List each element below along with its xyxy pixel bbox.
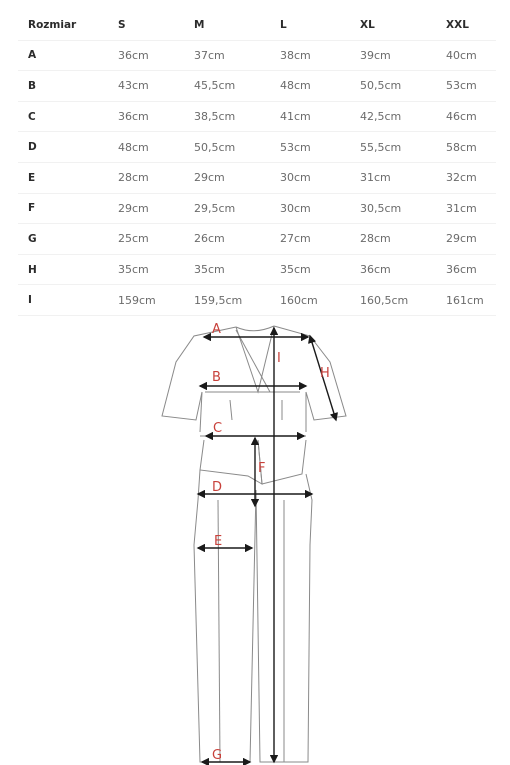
cell-s: 25cm — [108, 224, 184, 255]
cell-xxl: 161cm — [436, 285, 496, 316]
cell-m: 37cm — [184, 40, 270, 71]
table-header-row — [18, 10, 496, 40]
cell-s: 159cm — [108, 285, 184, 316]
table-row — [18, 162, 496, 193]
row-label: I — [18, 285, 108, 316]
cell-m: 38,5cm — [184, 101, 270, 132]
label-f: F — [258, 461, 266, 476]
cell-xl: 50,5cm — [350, 71, 436, 102]
cell-l: 53cm — [270, 132, 350, 163]
label-d: D — [212, 480, 223, 495]
table-row — [18, 254, 496, 285]
measurement-labels — [212, 322, 330, 763]
label-e: E — [214, 534, 223, 549]
cell-l: 27cm — [270, 224, 350, 255]
table-row — [18, 132, 496, 163]
cell-xxl: 32cm — [436, 162, 496, 193]
cell-m: 159,5cm — [184, 285, 270, 316]
cell-l: 30cm — [270, 193, 350, 224]
header-size: Rozmiar — [18, 10, 108, 40]
header-xxl: XXL — [436, 10, 496, 40]
cell-s: 35cm — [108, 254, 184, 285]
cell-s: 43cm — [108, 71, 184, 102]
table-row — [18, 224, 496, 255]
cell-xl: 42,5cm — [350, 101, 436, 132]
row-label: H — [18, 254, 108, 285]
cell-xxl: 29cm — [436, 224, 496, 255]
label-h: H — [320, 366, 330, 381]
cell-s: 36cm — [108, 40, 184, 71]
cell-l: 41cm — [270, 101, 350, 132]
row-label: G — [18, 224, 108, 255]
row-label: A — [18, 40, 108, 71]
jumpsuit-measurement-diagram — [0, 318, 510, 765]
cell-l: 48cm — [270, 71, 350, 102]
cell-m: 35cm — [184, 254, 270, 285]
cell-m: 26cm — [184, 224, 270, 255]
label-g: G — [212, 748, 223, 763]
cell-xxl: 58cm — [436, 132, 496, 163]
cell-s: 48cm — [108, 132, 184, 163]
table-row — [18, 40, 496, 71]
label-i: I — [277, 351, 281, 366]
cell-xxl: 40cm — [436, 40, 496, 71]
cell-xl: 28cm — [350, 224, 436, 255]
size-chart-table — [18, 10, 496, 316]
cell-l: 160cm — [270, 285, 350, 316]
table-row — [18, 71, 496, 102]
cell-l: 30cm — [270, 162, 350, 193]
table-row — [18, 101, 496, 132]
row-label: B — [18, 71, 108, 102]
cell-l: 35cm — [270, 254, 350, 285]
cell-xl: 30,5cm — [350, 193, 436, 224]
cell-m: 29,5cm — [184, 193, 270, 224]
row-label: E — [18, 162, 108, 193]
row-label: C — [18, 101, 108, 132]
cell-s: 28cm — [108, 162, 184, 193]
cell-m: 50,5cm — [184, 132, 270, 163]
cell-s: 36cm — [108, 101, 184, 132]
cell-xxl: 53cm — [436, 71, 496, 102]
cell-xxl: 36cm — [436, 254, 496, 285]
label-a: A — [212, 322, 221, 337]
cell-m: 45,5cm — [184, 71, 270, 102]
cell-xl: 39cm — [350, 40, 436, 71]
header-m: M — [184, 10, 270, 40]
table-row — [18, 285, 496, 316]
cell-xl: 55,5cm — [350, 132, 436, 163]
cell-xl: 160,5cm — [350, 285, 436, 316]
header-s: S — [108, 10, 184, 40]
cell-s: 29cm — [108, 193, 184, 224]
cell-xl: 36cm — [350, 254, 436, 285]
row-label: F — [18, 193, 108, 224]
header-l: L — [270, 10, 350, 40]
cell-xl: 31cm — [350, 162, 436, 193]
header-xl: XL — [350, 10, 436, 40]
garment-outline — [162, 326, 346, 762]
row-label: D — [18, 132, 108, 163]
cell-m: 29cm — [184, 162, 270, 193]
cell-xxl: 31cm — [436, 193, 496, 224]
label-c: C — [213, 421, 223, 436]
cell-l: 38cm — [270, 40, 350, 71]
table-row — [18, 193, 496, 224]
label-b: B — [212, 370, 221, 385]
cell-xxl: 46cm — [436, 101, 496, 132]
